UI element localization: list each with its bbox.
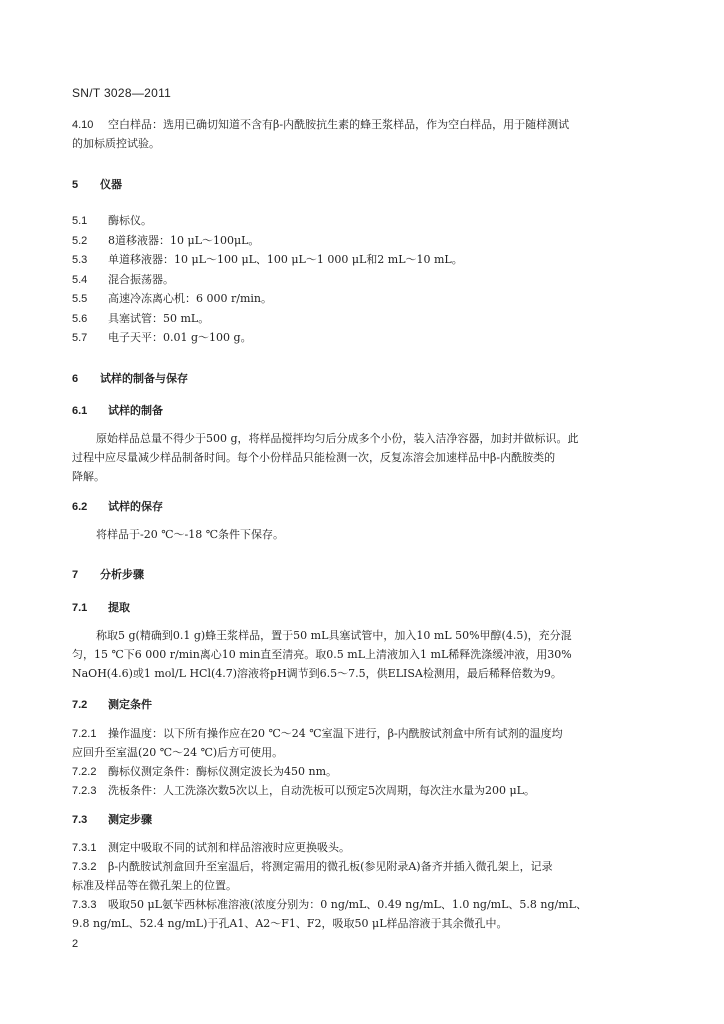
clause-7-3-3-line-2: 9.8 ng/mL、52.4 ng/mL)于孔A1、A2～F1、F2，吸取50 μL样品溶液于其余微孔中。 <box>72 917 508 930</box>
clause-7-2-1-line-2: 应回升至室温(20 ℃～24 ℃)后方可使用。 <box>72 746 284 759</box>
item-text: 单道移液器：10 μL～100 μL、100 μL～1 000 μL和2 mL～10 mL。 <box>108 253 463 266</box>
clause-number: 7.2.2 <box>72 766 97 778</box>
section-title: 试样的制备与保存 <box>100 372 188 385</box>
item-text: 电子天平：0.01 g～100 g。 <box>108 331 252 344</box>
item-text: 高速冷冻离心机：6 000 r/min。 <box>108 292 272 305</box>
clause-7-3-2-line-2: 标准及样品等在微孔架上的位置。 <box>72 879 237 892</box>
item-number: 5.7 <box>72 332 88 344</box>
clause-6-1-line-2: 过程中应尽量减少样品制备时间。每个小份样品只能检测一次，反复冻溶会加速样品中β-内酰胺类的 <box>72 451 556 464</box>
clause-title: 测定条件 <box>108 698 152 711</box>
item-number: 5.4 <box>72 274 88 286</box>
section-number: 6 <box>72 373 79 385</box>
section-5-heading <box>72 178 657 192</box>
item-text: 8道移液器：10 μL～100μL。 <box>108 234 260 247</box>
clause-7-1-line-1: 称取5 g(精确到0.1 g)蜂王浆样品，置于50 mL具塞试管中，加入10 mL 50%甲醇(4.5)，充分混 <box>96 629 572 642</box>
clause-title: 提取 <box>108 601 130 614</box>
standard-code-header: SN/T 3028—2011 <box>72 86 172 100</box>
clause-7-2-heading <box>72 698 657 712</box>
clause-text: β-内酰胺试剂盒回升至室温后，将测定需用的微孔板(参见附录A)备齐并插入微孔架上，记录 <box>108 860 553 873</box>
clause-number: 7.2.1 <box>72 728 97 740</box>
clause-7-3-1 <box>72 841 657 855</box>
clause-number: 7.2.3 <box>72 785 97 797</box>
clause-6-1-line-3: 降解。 <box>72 470 105 483</box>
clause-number: 7.3.3 <box>72 899 97 911</box>
item-5-3 <box>72 253 657 267</box>
clause-4-10-line-2: 的加标质控试验。 <box>72 137 160 150</box>
section-number: 7 <box>72 569 79 581</box>
clause-text: 操作温度：以下所有操作应在20 ℃～24 ℃室温下进行，β-内酰胺试剂盒中所有试剂的温度均 <box>108 727 563 740</box>
clause-number: 7.3.2 <box>72 861 97 873</box>
item-text: 具塞试管：50 mL。 <box>108 312 210 325</box>
item-text: 酶标仪。 <box>108 214 152 227</box>
clause-7-3-heading <box>72 813 657 827</box>
clause-6-2-heading <box>72 500 657 514</box>
clause-number: 6.1 <box>72 405 88 417</box>
clause-7-3-3-line-1 <box>72 898 657 912</box>
item-5-2 <box>72 234 657 248</box>
section-number: 5 <box>72 179 79 191</box>
section-title: 分析步骤 <box>100 568 144 581</box>
clause-number: 7.3.1 <box>72 842 97 854</box>
item-number: 5.1 <box>72 215 88 227</box>
item-5-1 <box>72 214 657 228</box>
clause-7-2-2 <box>72 765 657 779</box>
page-number: 2 <box>72 938 79 950</box>
clause-text: 酶标仪测定条件：酶标仪测定波长为450 nm。 <box>108 765 338 778</box>
clause-title: 试样的制备 <box>108 404 163 417</box>
clause-number: 7.1 <box>72 602 88 614</box>
clause-6-2-line-1: 将样品于-20 ℃～-18 ℃条件下保存。 <box>96 528 285 541</box>
clause-7-2-1-line-1 <box>72 727 657 741</box>
clause-title: 测定步骤 <box>108 813 152 826</box>
clause-7-1-heading <box>72 601 657 615</box>
item-5-4 <box>72 273 657 287</box>
clause-7-1-line-3: NaOH(4.6)或1 mol/L HCl(4.7)溶液将pH调节到6.5～7.5，供ELISA检测用，最后稀释倍数为9。 <box>72 667 562 680</box>
item-5-5 <box>72 292 657 306</box>
section-title: 仪器 <box>100 178 122 191</box>
clause-text: 洗板条件：人工洗涤次数5次以上，自动洗板可以预定5次周期，每次注水量为200 μL。 <box>108 784 535 797</box>
clause-number: 6.2 <box>72 501 88 513</box>
clause-7-3-2-line-1 <box>72 860 657 874</box>
clause-text: 测定中吸取不同的试剂和样品溶液时应更换吸头。 <box>108 841 350 854</box>
clause-number: 7.2 <box>72 699 88 711</box>
item-number: 5.6 <box>72 313 88 325</box>
clause-number: 4.10 <box>72 119 94 131</box>
clause-6-1-line-1: 原始样品总量不得少于500 g，将样品搅拌均匀后分成多个小份，装入洁净容器，加封并做标识。此 <box>96 432 579 445</box>
clause-7-1-line-2: 匀，15 ℃下6 000 r/min离心10 min直至清亮。取0.5 mL上清液加入1 mL稀释洗涤缓冲液，用30% <box>72 648 572 661</box>
item-number: 5.5 <box>72 293 88 305</box>
item-text: 混合振荡器。 <box>108 273 174 286</box>
section-6-heading <box>72 372 657 386</box>
item-number: 5.2 <box>72 235 88 247</box>
clause-6-1-heading <box>72 404 657 418</box>
section-7-heading <box>72 568 657 582</box>
clause-7-2-3 <box>72 784 657 798</box>
clause-text: 空白样品：选用已确切知道不含有β-内酰胺抗生素的蜂王浆样品，作为空白样品，用于随样测试 <box>108 118 570 131</box>
clause-4-10-line-1 <box>72 118 657 132</box>
item-5-7 <box>72 331 657 345</box>
item-5-6 <box>72 312 657 326</box>
clause-number: 7.3 <box>72 814 88 826</box>
clause-title: 试样的保存 <box>108 500 163 513</box>
item-number: 5.3 <box>72 254 88 266</box>
clause-text: 吸取50 μL氨苄西林标准溶液(浓度分别为：0 ng/mL、0.49 ng/mL、1.0 ng/mL、5.8 ng/mL、 <box>108 898 587 911</box>
